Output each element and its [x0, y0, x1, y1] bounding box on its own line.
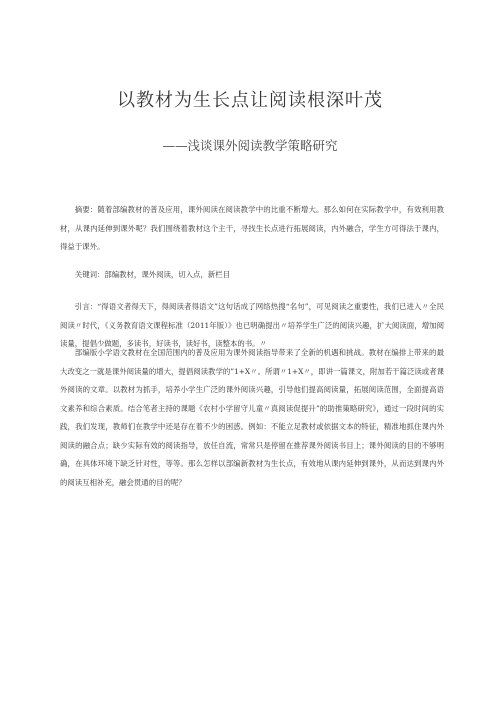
abstract-paragraph: 摘要：随着部编教材的普及应用，课外阅读在阅读教学中的比重不断增大。那么如何在实际教学中，有效利用教材，从课内延伸到课外呢？我们围绕着教材这个主干，寻找生长点进行拓展阅读，内外融合，学生方可得法于课内，得益于课外。	[60, 205, 444, 251]
body-paragraph-1: 部编版小学语文教材在全国范围内的普及应用为课外阅读指导带来了全新的机遇和挑战。教材在编排上带来的最大改变之一就是课外阅读量的增大，提倡阅读教学的”1+X〃。所谓〃1+X〃，即讲一篇课文，附加若干篇泛读或者课外阅读的文章。以教材为抓手，培养小学生广泛的课外阅读兴趣，引导他们提高阅读量，拓展阅读范围，全面提高语文素养和综合素质。结合笔者主持的课题《农村小学留守儿童〃真阅读促提升”的助推策略研究》，通过一段时间的实践，我们发现，教师们在教学中还是存在着不少的困惑。例如：不能立足教材或依据文本的特征，精准地抓住课内外阅读的融合点；缺少实际有效的阅读指导，放任自流，常常只是停留在推荐课外阅读书目上；课外阅读的目的不够明确，在具体环境下缺乏针对性，等等。那么怎样以部编新教材为生长点，有效地从课内延伸到课外，从而达到课内外的阅读互相补充，融会贯通的目的呢？	[60, 348, 444, 487]
intro-paragraph: 引言：“得语文者得天下，得阅读者得语文”这句话成了网络热搜“名句”，可见阅读之重要性，我们已进入〃全民阅读〃时代，《义务教育语文课程标准（2011年版）》也已明确提出〃培养学生广泛的阅读兴趣，扩大阅读面，增加阅读量，提倡少做题，多读书，好读书，读好书，读整本的书。〃	[60, 302, 444, 348]
keywords-paragraph: 关键词：部编教材，课外阅读，切入点，新栏目	[74, 270, 231, 279]
document-subtitle: ——浅谈课外阅读教学策略研究	[162, 138, 338, 153]
body-section	[60, 344, 444, 492]
keywords-section	[60, 266, 444, 285]
abstract-section	[60, 201, 444, 257]
document-title: 以教材为生长点让阅读根深叶茂	[117, 90, 383, 111]
